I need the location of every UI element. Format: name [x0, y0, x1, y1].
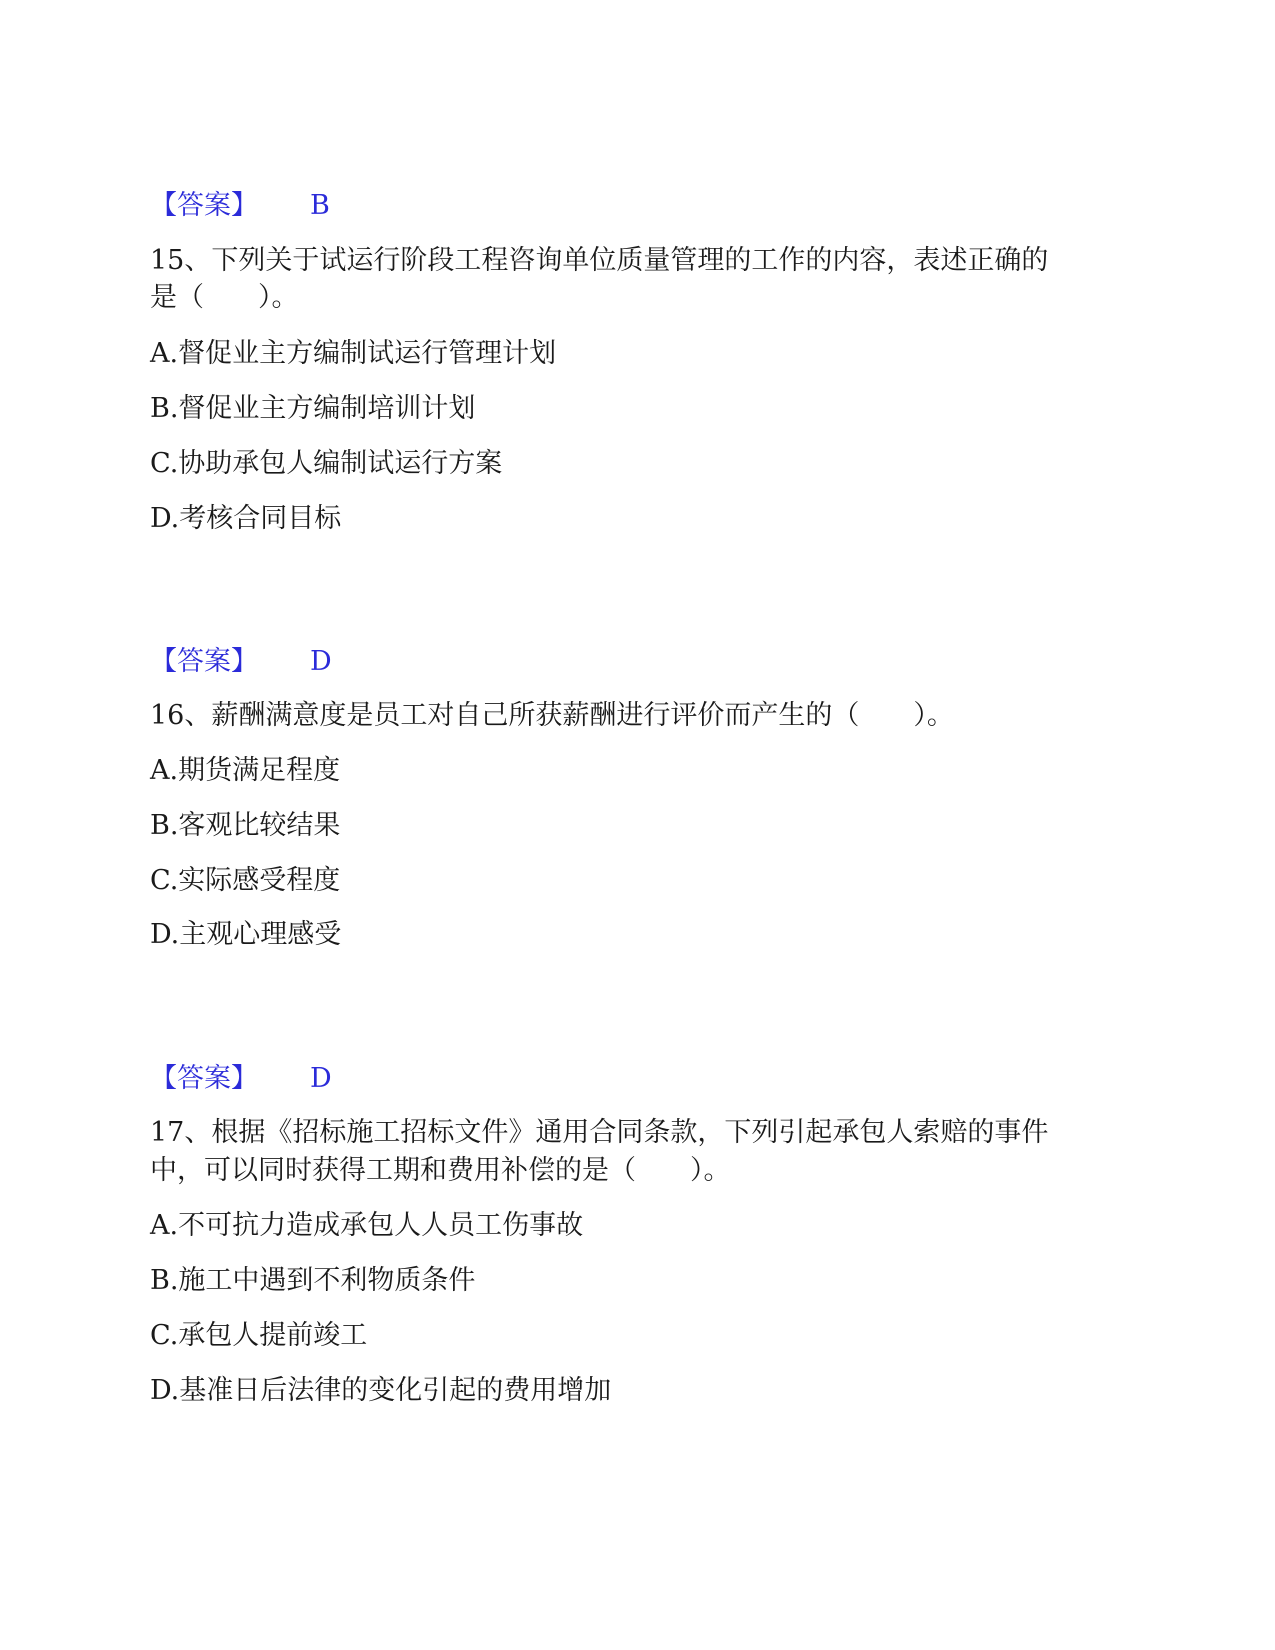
- answer-value: D: [310, 646, 332, 677]
- answer-value: D: [310, 1063, 332, 1094]
- answer-line: [150, 187, 1130, 225]
- question-text-continued: 是（ ）。: [150, 282, 299, 313]
- option-a: A.不可抗力造成承包人人员工伤事故: [150, 1210, 584, 1241]
- option-c: C.协助承包人编制试运行方案: [150, 448, 503, 479]
- answer-label: 【答案】: [150, 1063, 258, 1094]
- question-text: 15、下列关于试运行阶段工程咨询单位质量管理的工作的内容，表述正确的: [150, 245, 1049, 276]
- answer-label: 【答案】: [150, 190, 258, 221]
- option-d: D.基准日后法律的变化引起的费用增加: [150, 1375, 612, 1406]
- option-d: D.主观心理感受: [150, 919, 342, 950]
- answer-line: [150, 1060, 1130, 1098]
- option-b: B.施工中遇到不利物质条件: [150, 1265, 476, 1296]
- option-a: A.督促业主方编制试运行管理计划: [150, 338, 557, 369]
- option-c: C.承包人提前竣工: [150, 1320, 368, 1351]
- option-d: D.考核合同目标: [150, 503, 342, 534]
- option-b: B.客观比较结果: [150, 810, 341, 841]
- question-text: 17、根据《招标施工招标文件》通用合同条款，下列引起承包人索赔的事件: [150, 1117, 1049, 1148]
- answer-label: 【答案】: [150, 646, 258, 677]
- option-c: C.实际感受程度: [150, 865, 341, 896]
- question-text: 16、薪酬满意度是员工对自己所获薪酬进行评价而产生的（ ）。: [150, 700, 954, 731]
- answer-line: [150, 643, 1130, 681]
- question-text-continued: 中，可以同时获得工期和费用补偿的是（ ）。: [150, 1155, 731, 1186]
- option-b: B.督促业主方编制培训计划: [150, 393, 476, 424]
- option-a: A.期货满足程度: [150, 755, 341, 786]
- answer-value: B: [310, 190, 330, 221]
